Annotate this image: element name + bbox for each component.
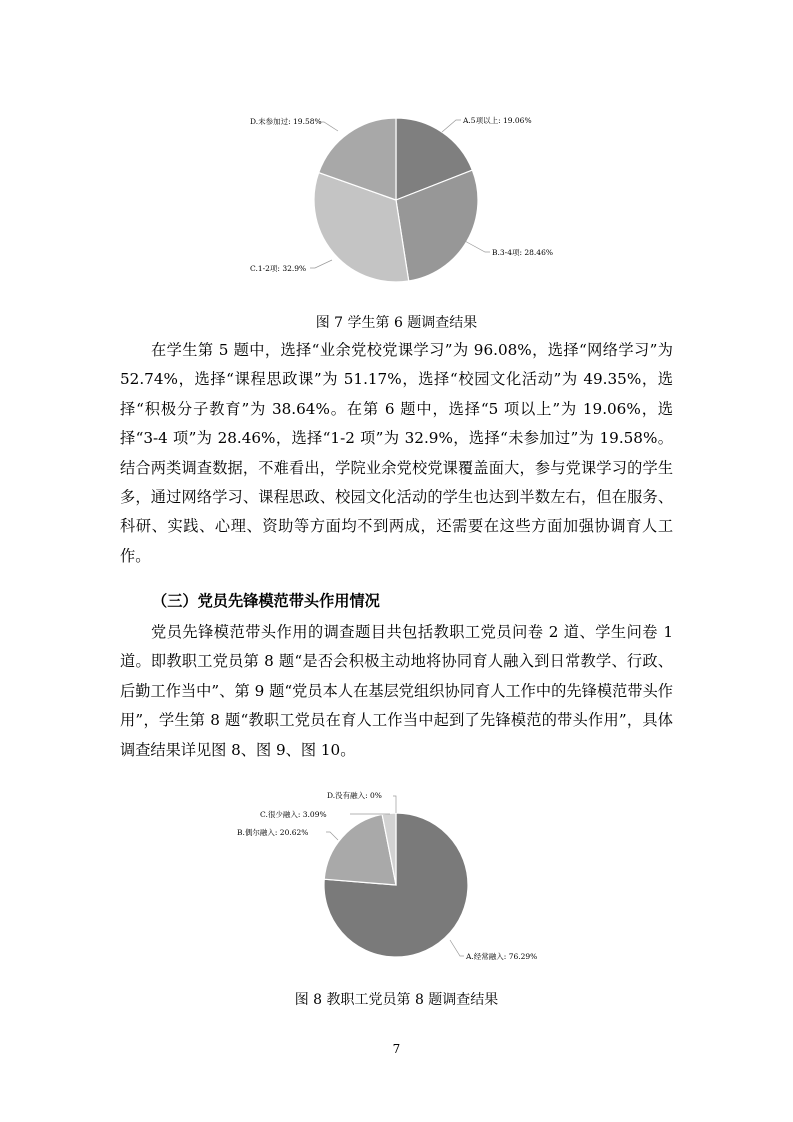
pie2-label-b: B.偶尔融入: 20.62% bbox=[237, 828, 309, 837]
paragraph-2: 党员先锋模范带头作用的调查题目共包括教职工党员问卷 2 道、学生问卷 1 道。即教职工党员第 8 题“是否会积极主动地将协同育人融入到日常教学、行政、后勤工作当中”、第 9 题“党员本人在基层党组织协同育人工作中的先锋模范带头作用”，学生第 8 题“教职工党员在育人工作当中起到了先锋模范的带头作用”，具体调查结果详见图 8、图 9、图 10。 bbox=[120, 623, 673, 759]
pie1-label-c: C.1-2项: 32.9% bbox=[250, 264, 307, 273]
leader-line bbox=[442, 120, 461, 132]
pie1-slices bbox=[314, 118, 478, 282]
figure7-caption: 图 7 学生第 6 题调查结果 bbox=[315, 315, 478, 331]
section-heading: （三）党员先锋模范带头作用情况 bbox=[152, 592, 380, 610]
pie1-label-a: A.5项以上: 19.06% bbox=[463, 116, 532, 125]
paragraph-1: 在学生第 5 题中，选择“业余党校党课学习”为 96.08%，选择“网络学习”为 52.74%，选择“课程思政课”为 51.17%，选择“校园文化活动”为 49.35%，选择“积极分子教育”为 38.64%。在第 6 题中，选择“5 项以上”为 19.06%，选择“3-4 项”为 28.46%，选择“1-2 项”为 32.9%，选择“未参加过”为 19.58%。结合两类调查数据，不难看出，学院业余党校党课覆盖面大，参与党课学习的学生多，通过网络学习、课程思政、校园文化活动的学生也达到半数左右，但在服务、科研、实践、心理、资助等方面均不到两成，还需要在这些方面加强协调育人工作。 bbox=[120, 341, 673, 565]
pie2-label-c: C.很少融入: 3.09% bbox=[260, 810, 327, 819]
leader-line bbox=[393, 796, 396, 813]
pie2-slices bbox=[324, 813, 468, 957]
pie2-label-d: D.没有融入: 0% bbox=[327, 791, 382, 800]
page-number: 7 bbox=[392, 1042, 401, 1056]
pie1-label-d: D.未参加过: 19.58% bbox=[250, 117, 322, 126]
leader-line bbox=[326, 832, 338, 840]
leader-line bbox=[450, 940, 464, 956]
leader-line bbox=[319, 122, 338, 131]
figure8-pie-chart bbox=[220, 780, 580, 980]
figure8-caption: 图 8 教职工党员第 8 题调查结果 bbox=[294, 992, 499, 1008]
pie2-label-a: A.经常融入: 76.29% bbox=[466, 952, 538, 961]
figure7-pie-chart bbox=[220, 100, 580, 300]
pie1-label-b: B.3-4项: 28.46% bbox=[492, 248, 553, 257]
leader-line bbox=[310, 260, 332, 268]
